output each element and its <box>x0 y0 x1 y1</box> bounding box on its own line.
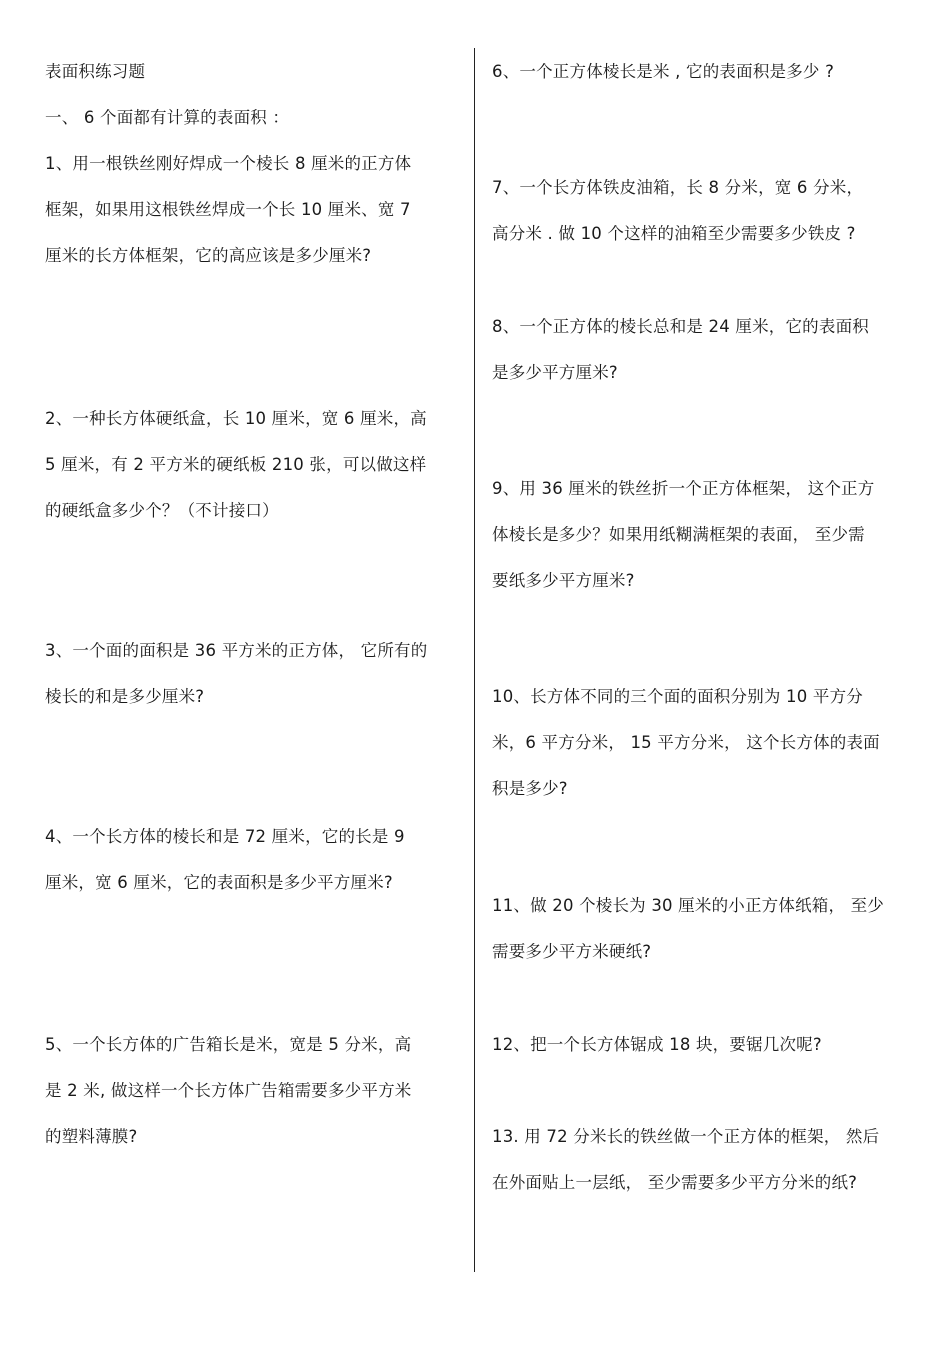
question-line: 棱长的和是多少厘米? <box>45 687 205 706</box>
question-line: 1、用一根铁丝刚好焊成一个棱长 8 厘米的正方体 <box>45 154 412 173</box>
question-line: 厘米，宽 6 厘米，它的表面积是多少平方厘米? <box>45 873 393 892</box>
question-line: 是多少平方厘米? <box>492 363 618 382</box>
question-line: 米，6 平方分米， 15 平方分米， 这个长方体的表面 <box>492 733 880 752</box>
question-line: 需要多少平方米硬纸? <box>492 942 652 961</box>
question-line: 7、一个长方体铁皮油箱，长 8 分米，宽 6 分米， <box>492 178 864 197</box>
question-line: 3、一个面的面积是 36 平方米的正方体， 它所有的 <box>45 641 428 660</box>
question-line: 要纸多少平方厘米? <box>492 571 635 590</box>
question-line: 5、一个长方体的广告箱长是米，宽是 5 分米，高 <box>45 1035 412 1054</box>
question-line: 10、长方体不同的三个面的面积分别为 10 平方分 <box>492 687 863 706</box>
question-line: 2、一种长方体硬纸盒，长 10 厘米，宽 6 厘米，高 <box>45 409 427 428</box>
question-line: 厘米的长方体框架，它的高应该是多少厘米? <box>45 246 372 265</box>
question-line: 12、把一个长方体锯成 18 块，要锯几次呢? <box>492 1035 822 1054</box>
question-line: 积是多少? <box>492 779 568 798</box>
section-heading: 一、 6 个面都有计算的表面积 ： <box>45 108 290 127</box>
question-line: 6、一个正方体棱长是米 , 它的表面积是多少 ? <box>492 62 835 81</box>
question-line: 是 2 米, 做这样一个长方体广告箱需要多少平方米 <box>45 1081 412 1100</box>
question-line: 体棱长是多少？如果用纸糊满框架的表面， 至少需 <box>492 525 865 544</box>
column-divider <box>474 48 475 1272</box>
question-line: 13. 用 72 分米长的铁丝做一个正方体的框架， 然后 <box>492 1127 880 1146</box>
question-line: 4、一个长方体的棱长和是 72 厘米，它的长是 9 <box>45 827 405 846</box>
question-line: 高分米 . 做 10 个这样的油箱至少需要多少铁皮 ? <box>492 224 856 243</box>
question-line: 9、用 36 厘米的铁丝折一个正方体框架， 这个正方 <box>492 479 875 498</box>
question-line: 的塑料薄膜? <box>45 1127 138 1146</box>
question-line: 8、一个正方体的棱长总和是 24 厘米，它的表面积 <box>492 317 869 336</box>
question-line: 5 厘米，有 2 平方米的硬纸板 210 张，可以做这样 <box>45 455 427 474</box>
question-line: 11、做 20 个棱长为 30 厘米的小正方体纸箱， 至少 <box>492 896 885 915</box>
question-line: 的硬纸盒多少个？（不计接口） <box>45 501 279 520</box>
question-line: 框架，如果用这根铁丝焊成一个长 10 厘米、宽 7 <box>45 200 411 219</box>
question-line: 在外面贴上一层纸， 至少需要多少平方分米的纸? <box>492 1173 858 1192</box>
page-title: 表面积练习题 <box>45 62 146 81</box>
